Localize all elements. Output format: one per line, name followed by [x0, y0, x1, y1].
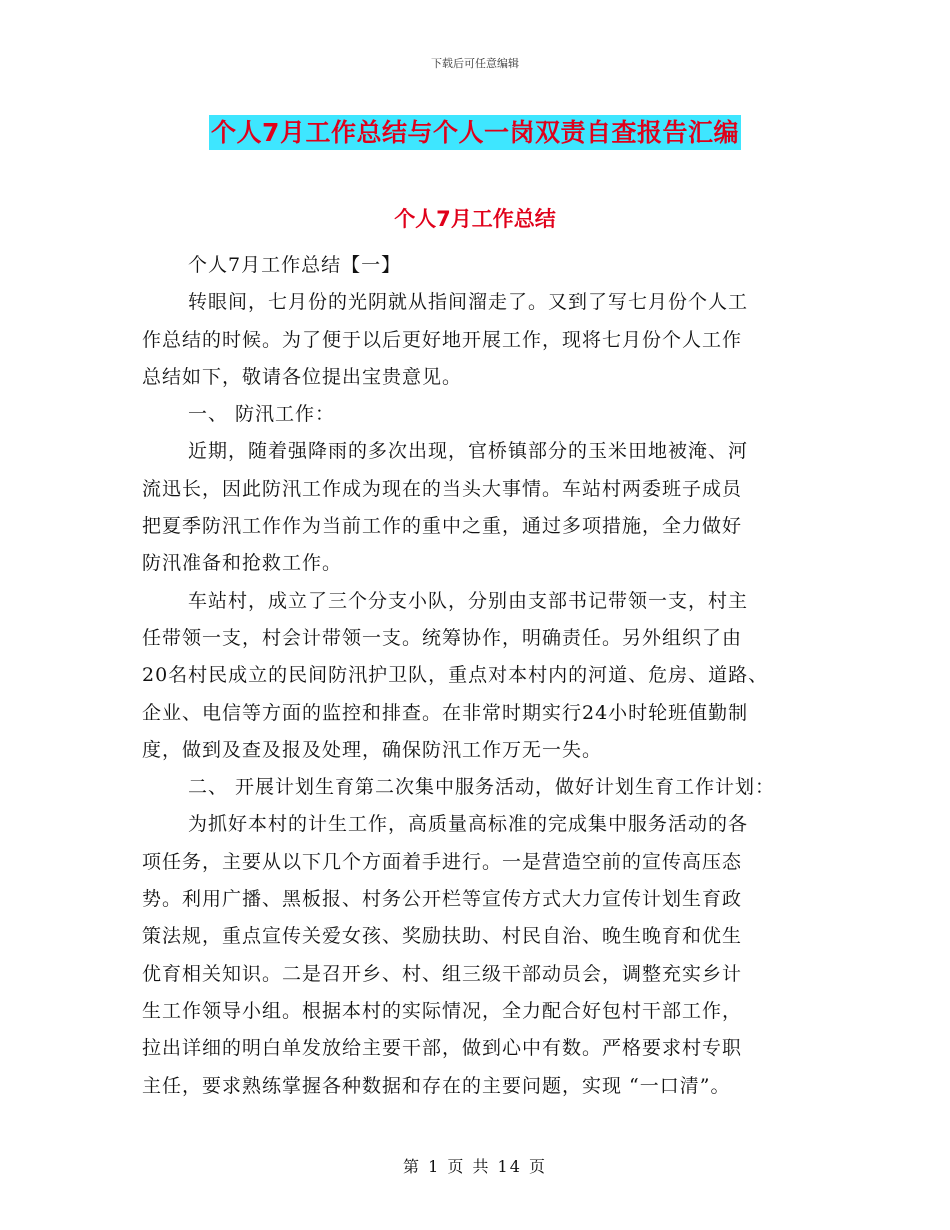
text-line: 策法规，重点宣传关爱女孩、奖励扶助、村民自治、晚生晚育和优生 — [142, 925, 743, 948]
text-line: 把夏季防汛工作作为当前工作的重中之重，通过多项措施，全力做好 — [142, 515, 743, 538]
main-title-text: 个人7月工作总结与个人一岗双责自查报告汇编 — [209, 115, 741, 150]
text-line: 势。利用广播、黑板报、村务公开栏等宣传方式大力宣传计划生育政 — [142, 888, 743, 911]
text-line: 二、 开展计划生育第二次集中服务活动，做好计划生育工作计划： — [188, 776, 776, 799]
header-note: 下载后可任意编辑 — [431, 57, 519, 70]
text-line: 项任务，主要从以下几个方面着手进行。一是营造空前的宣传高压态 — [142, 850, 743, 873]
text-line: 生工作领导小组。根据本村的实际情况，全力配合好包村干部工作， — [142, 999, 743, 1022]
text-line: 为抓好本村的计生工作，高质量高标准的完成集中服务活动的各 — [188, 813, 749, 836]
document-body — [142, 247, 822, 1105]
text-line: 防汛准备和抢救工作。 — [142, 552, 343, 575]
text-line: 主任，要求熟练掌握各种数据和存在的主要问题，实现 “一口清”。 — [142, 1074, 731, 1097]
text-line: 总结如下，敬请各位提出宝贵意见。 — [142, 365, 463, 388]
text-line: 近期，随着强降雨的多次出现，官桥镇部分的玉米田地被淹、河 — [188, 440, 749, 463]
text-line: 一、 防汛工作： — [188, 403, 336, 426]
text-line: 度，做到及查及报及处理，确保防汛工作万无一失。 — [142, 738, 603, 761]
text-line: 优育相关知识。二是召开乡、村、组三级干部动员会，调整充实乡计 — [142, 962, 743, 985]
text-line: 企业、电信等方面的监控和排查。在非常时期实行24小时轮班值勤制 — [142, 701, 749, 724]
text-line: 作总结的时候。为了便于以后更好地开展工作，现将七月份个人工作 — [142, 328, 743, 351]
text-line: 转眼间，七月份的光阴就从指间溜走了。又到了写七月份个人工 — [188, 291, 749, 314]
section-title: 个人7月工作总结 — [394, 207, 556, 231]
text-line: 个人7月工作总结【一】 — [188, 254, 402, 276]
text-line: 任带领一支，村会计带领一支。统筹协作，明确责任。另外组织了由 — [142, 626, 743, 649]
main-title — [0, 113, 950, 149]
text-line: 流迅长，因此防汛工作成为现在的当头大事情。车站村两委班子成员 — [142, 477, 743, 500]
text-line: 车站村，成立了三个分支小队，分别由支部书记带领一支，村主 — [188, 589, 749, 612]
page-footer: 第 1 页 共 14 页 — [403, 1157, 547, 1176]
text-line: 拉出详细的明白单发放给主要干部，做到心中有数。严格要求村专职 — [142, 1037, 743, 1060]
text-line: 20名村民成立的民间防汛护卫队，重点对本村内的河道、危房、道路、 — [142, 664, 769, 687]
